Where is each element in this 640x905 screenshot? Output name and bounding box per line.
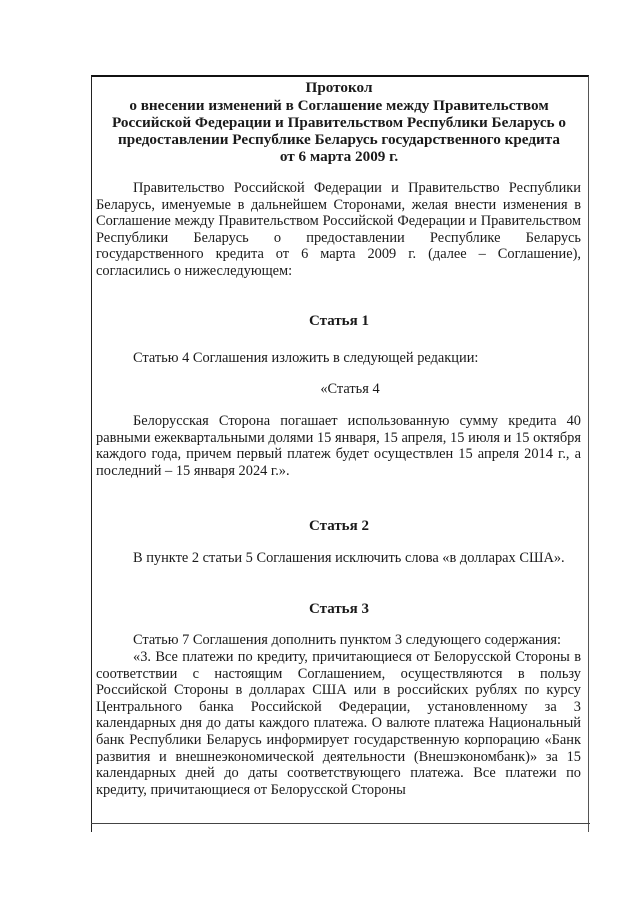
article-1-body: Белорусская Сторона погашает использованную сумму кредита 40 равными ежеквартальными долями 15 января, 15 апреля, 15 июля и 15 октября каждого года, причем первый платеж будет осуществлен 15 апреля 2014 г., а последний – 15 января 2024 г.».: [96, 413, 581, 479]
document-subtitle-line: Российской Федерации и Правительством Республики Беларусь о: [112, 114, 566, 131]
document-subtitle-line: от 6 марта 2009 г.: [279, 148, 399, 165]
article-1-lead: Статью 4 Соглашения изложить в следующей редакции:: [133, 350, 479, 366]
article-3-body: «3. Все платежи по кредиту, причитающиеся от Белорусской Стороны в соответствии с настоящим Соглашением, осуществляются в пользу Российской Стороны в долларах США или в российских рублях по курсу Центрального банка Российской Федерации, установленному за 3 календарных дня до даты каждого платежа. О валюте платежа Национальный банк Республики Беларусь информирует государственную корпорацию «Банк развития и внешнеэкономической деятельности (Внешэкономбанк)» за 15 календарных дней до даты соответствующего платежа. Все платежи по кредиту, причитающиеся от Белорусской Стороны: [96, 649, 581, 798]
article-3-heading: Статья 3: [309, 601, 369, 617]
article-2-body: В пункте 2 статьи 5 Соглашения исключить слова «в долларах США».: [133, 550, 565, 566]
document-bottom-rule: [91, 823, 590, 824]
article-1-heading: Статья 1: [309, 313, 369, 329]
document-subtitle-line: предоставлении Республике Беларусь государственного кредита: [118, 131, 560, 148]
document-title: Протокол: [305, 79, 373, 96]
intro-paragraph: Правительство Российской Федерации и Правительство Республики Беларусь, именуемые в дальнейшем Сторонами, желая внести изменения в Соглашение между Правительством Российской Федерации и Правительством Республики Беларусь о предоставлении Республике Беларусь государственного кредита от 6 марта 2009 г. (далее – Соглашение), согласились о нижеследующем:: [96, 180, 581, 279]
article-1-quoted-heading: «Статья 4: [320, 381, 380, 397]
document-subtitle-line: о внесении изменений в Соглашение между Правительством: [129, 97, 549, 114]
article-2-heading: Статья 2: [309, 518, 369, 534]
article-3-lead: Статью 7 Соглашения дополнить пунктом 3 следующего содержания:: [133, 632, 561, 648]
